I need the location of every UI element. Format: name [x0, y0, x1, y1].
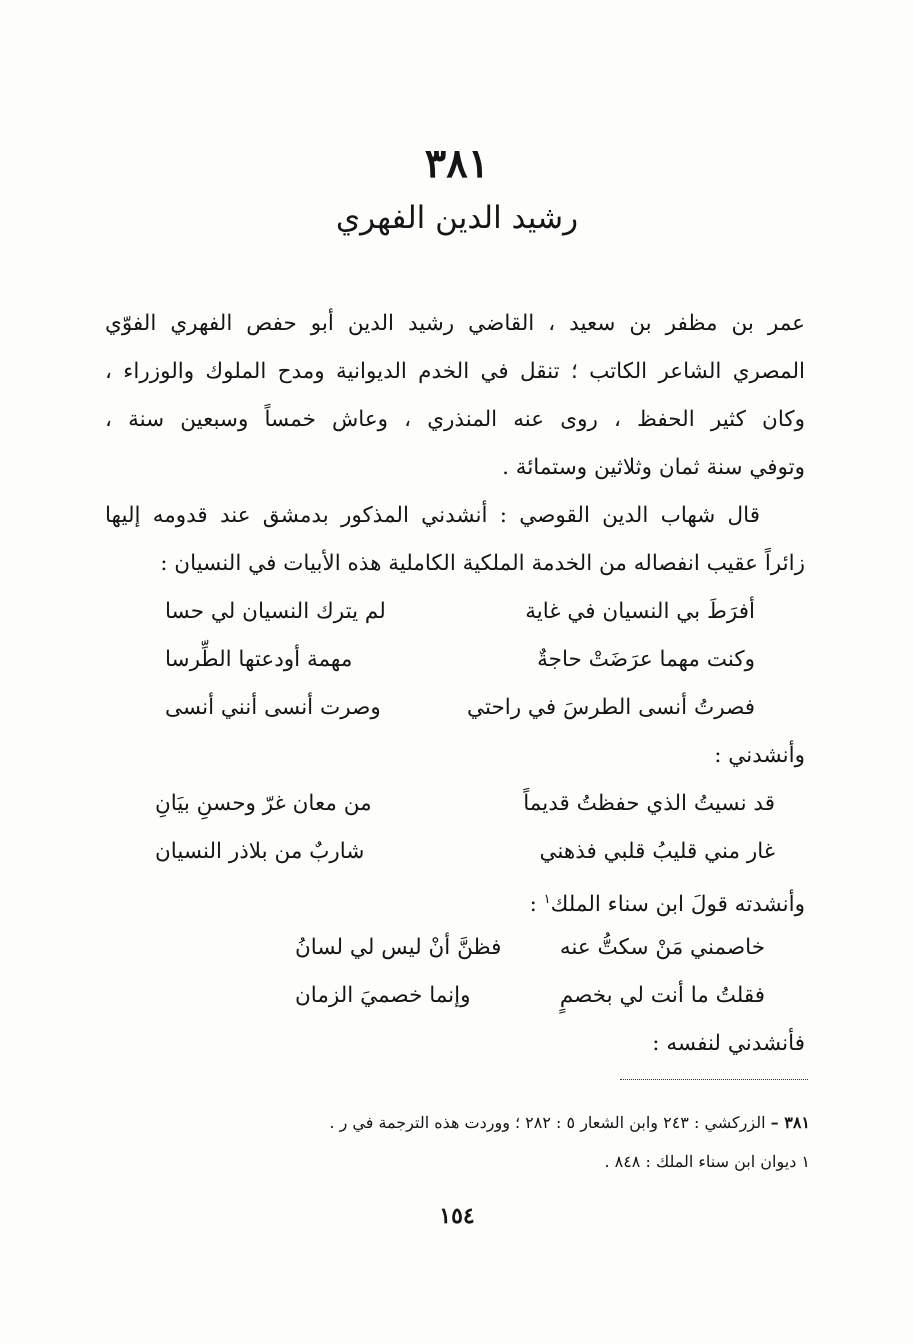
verse-first-hemistich: غار مني قليبُ قلبي فذهني: [539, 839, 775, 864]
poem-verse: [105, 780, 805, 828]
biography-line: عمر بن مظفر بن سعيد ، القاضي رشيد الدين أبو حفص الفهري الفوّي: [105, 311, 805, 336]
verse-second-hemistich: شاربٌ من بلاذر النسيان: [155, 839, 365, 864]
entry-number: ٣٨١: [424, 140, 490, 187]
poem-intro-colon: :: [529, 892, 544, 918]
verse-second-hemistich: لم يترك النسيان لي حسا: [165, 599, 386, 624]
poem-intro: [105, 876, 805, 924]
verse-second-hemistich: فظنَّ أنْ ليس لي لسانُ: [295, 935, 502, 960]
verse-second-hemistich: مهمة أودعتها الطِّرسا: [165, 647, 353, 672]
poem-verse: [105, 924, 805, 972]
verse-first-hemistich: قد نسيتُ الذي حفظتُ قديماً: [523, 791, 775, 816]
narration-line: زائراً عقيب انفصاله من الخدمة الملكية الكاملية هذه الأبيات في النسيان :: [160, 551, 805, 576]
verse-first-hemistich: فقلتُ ما أنت لي بخصمٍ: [559, 983, 765, 1008]
verse-second-hemistich: وصرت أنسى أنني أنسى: [165, 695, 381, 720]
footnote-text: ديوان ابن سناء الملك : ٨٤٨ .: [604, 1152, 797, 1171]
verse-first-hemistich: فصرتُ أنسى الطرسَ في راحتي: [467, 695, 755, 720]
verse-second-hemistich: من معان غرّ وحسنِ بيَانِ: [155, 791, 372, 816]
poem-intro-text: وأنشدته قولَ ابن سناء الملك: [550, 892, 805, 918]
footnote-number: ١: [801, 1152, 810, 1171]
verse-first-hemistich: أفرَطَ بي النسيان في غاية: [525, 599, 755, 624]
verse-second-hemistich: وإنما خصميَ الزمان: [295, 983, 471, 1008]
footnote-number: ٣٨١ –: [770, 1113, 810, 1132]
biography-line: المصري الشاعر الكاتب ؛ تنقل في الخدم الديوانية ومدح الملوك والوزراء ،: [105, 359, 805, 384]
poem-verse: [105, 972, 805, 1020]
footnote-divider: [620, 1079, 808, 1080]
poem-verse: [105, 828, 805, 876]
poem-intro: فأنشدني لنفسه :: [652, 1031, 805, 1056]
page-number: ١٥٤: [439, 1203, 475, 1229]
entry-title: رشيد الدين الفهري: [335, 200, 579, 236]
poem-verse: [105, 636, 805, 684]
poem-intro: وأنشدني :: [714, 743, 805, 768]
footnote: [220, 1152, 810, 1171]
biography-line: وتوفي سنة ثمان وثلاثين وستمائة .: [502, 455, 805, 480]
footnote: [220, 1113, 810, 1132]
verse-first-hemistich: خاصمني مَنْ سكتُّ عنه: [559, 935, 765, 960]
footnote-ref: ١: [543, 892, 551, 907]
verse-first-hemistich: وكنت مهما عرَضَتْ حاجةٌ: [537, 647, 755, 672]
main-text: [105, 300, 805, 1068]
biography-line: وكان كثير الحفظ ، روى عنه المنذري ، وعاش خمساً وسبعين سنة ،: [105, 407, 805, 432]
narration-line: قال شهاب الدين القوصي : أنشدني المذكور بدمشق عند قدومه إليها: [105, 503, 760, 528]
footnote-text: الزركشي : ٢٤٣ وابن الشعار ٥ : ٢٨٢ ؛ ووردت هذه الترجمة في ر .: [329, 1113, 766, 1132]
poem-verse: [105, 588, 805, 636]
poem-verse: [105, 684, 805, 732]
